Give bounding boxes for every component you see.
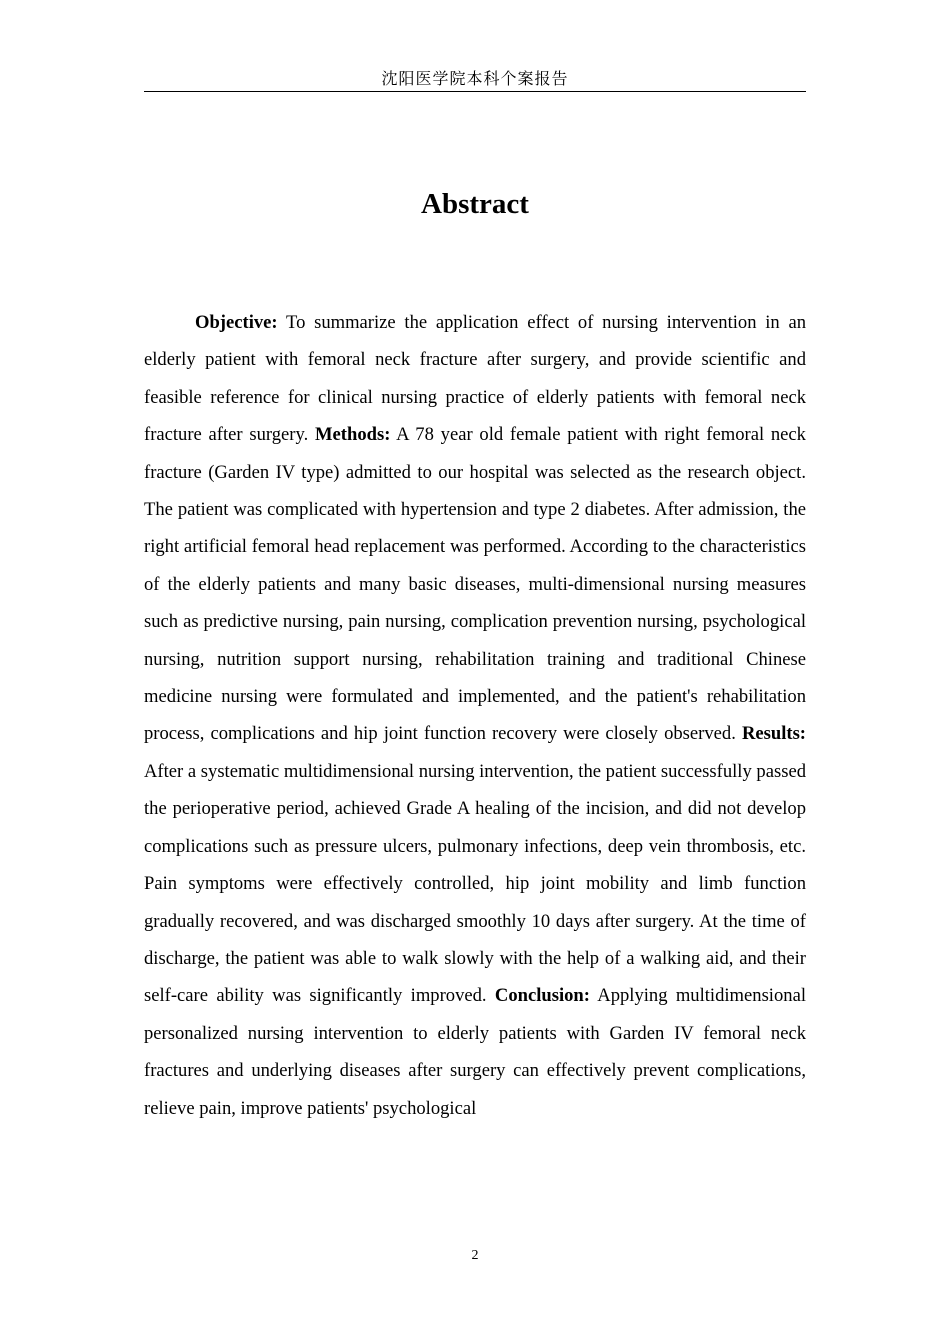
conclusion-label: Conclusion: [494, 985, 590, 1007]
results-label: Results: [741, 723, 806, 745]
objective-text: To summarize the application effect of nursing intervention in an elderly patient with femoral neck fracture after surgery, and provide scientific and feasible reference for clinical nursing practice of elderly patients with femoral neck fracture after surgery. [144, 312, 806, 446]
objective-label: Objective: [195, 312, 278, 333]
page-header: 沈阳医学院本科个案报告 [381, 69, 569, 88]
page-number: 2 [471, 1248, 479, 1263]
page-title: Abstract [421, 188, 529, 220]
header-divider [144, 91, 806, 92]
abstract-paragraph [144, 304, 806, 1127]
results-text: After a systematic multidimensional nursing intervention, the patient successfully passed the perioperative period, achieved Grade A healing of the incision, and did not develop complications such as pressure ulcers, pulmonary infections, deep vein thrombosis, etc. Pain symptoms were effectively controlled, hip joint mobility and limb function gradually recovered, and was discharged smoothly 10 days after surgery. At the time of discharge, the patient was able to walk slowly with the help of a walking aid, and their self-care ability was significantly improved. [144, 760, 806, 1007]
methods-label: Methods: [315, 424, 391, 446]
conclusion-text: Applying multidimensional personalized nursing intervention to elderly patients with Garden IV femoral neck fractures and underlying diseases after surgery can effectively prevent complications, relieve pain, improve patients' psychological [144, 985, 806, 1119]
methods-text: A 78 year old female patient with right femoral neck fracture (Garden IV type) admitted to our hospital was selected as the research object. The patient was complicated with hypertension and type 2 diabetes. After admission, the right artificial femoral head replacement was performed. According to the characteristics of the elderly patients and many basic diseases, multi-dimensional nursing measures such as predictive nursing, pain nursing, complication prevention nursing, psychological nursing, nutrition support nursing, rehabilitation training and traditional Chinese medicine nursing were formulated and implemented, and the patient's rehabilitation process, complications and hip joint function recovery were closely observed. [144, 424, 806, 745]
